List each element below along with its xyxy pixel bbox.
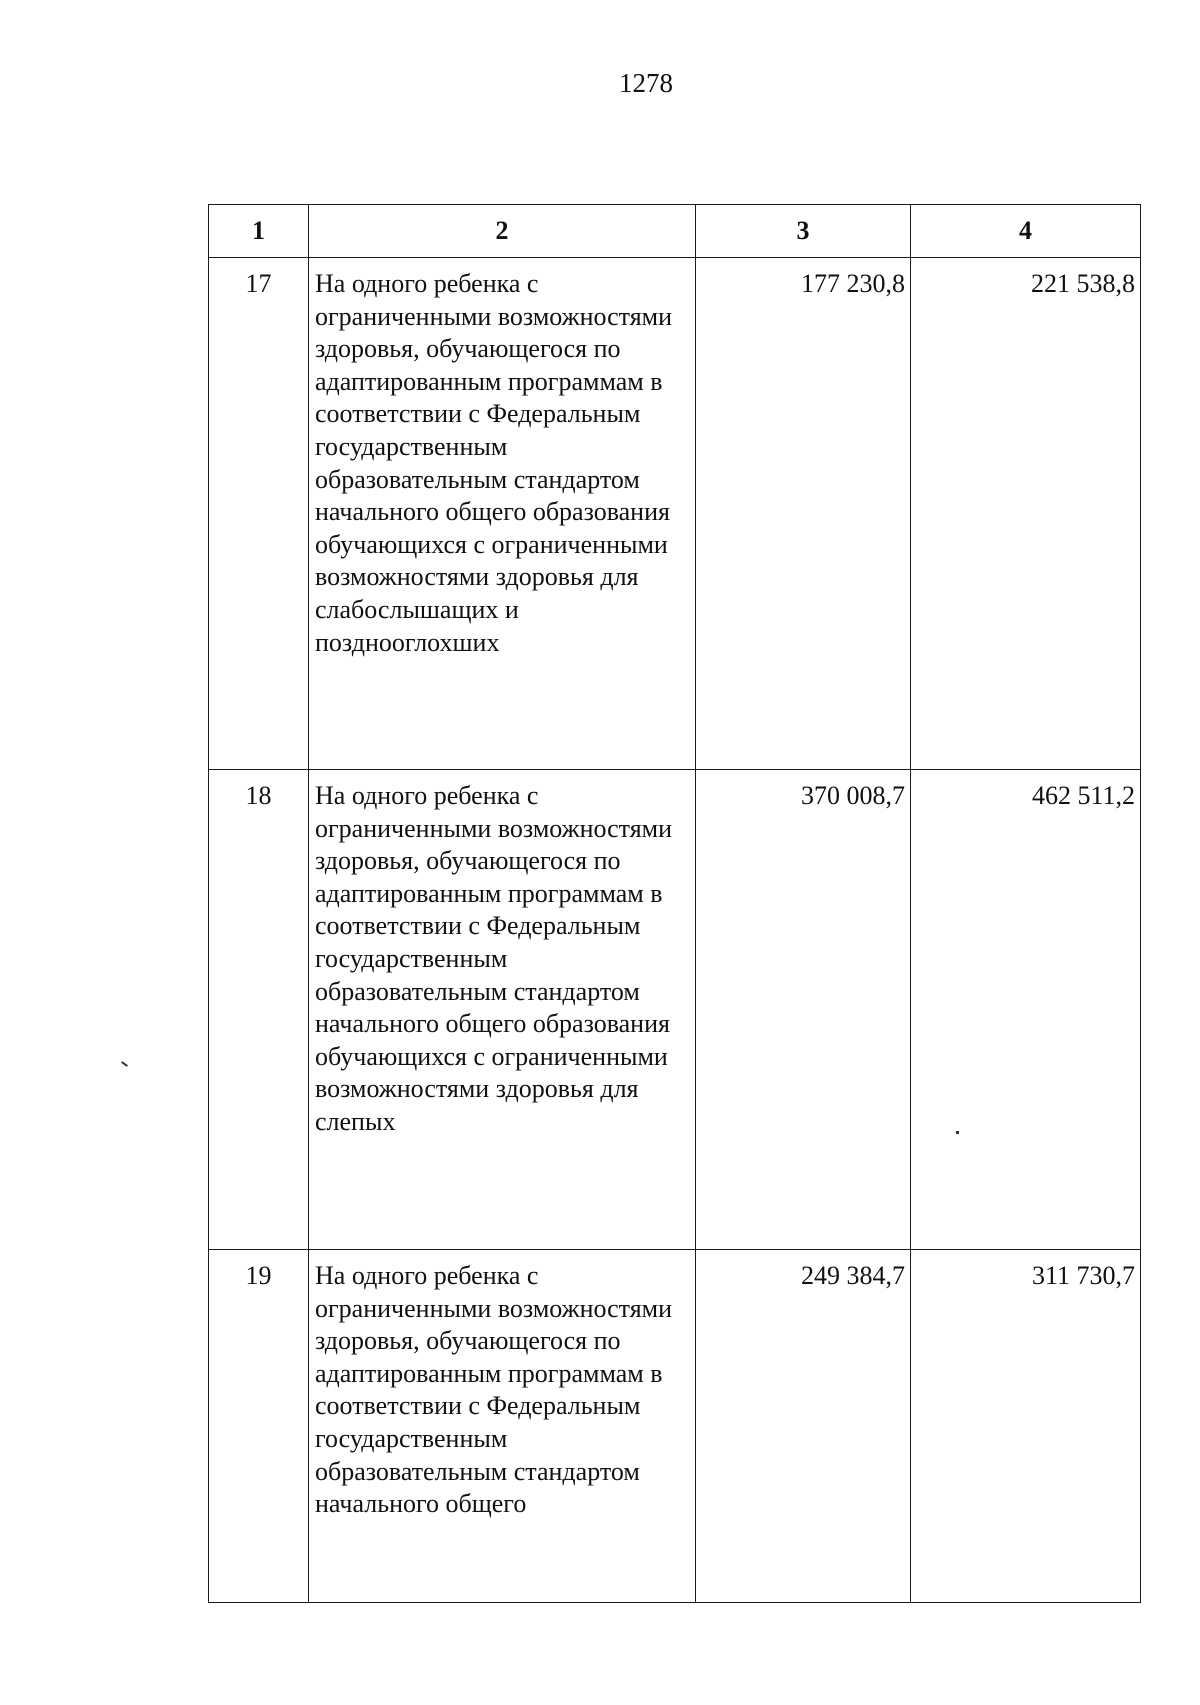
row-description: На одного ребенка с ограниченными возможностями здоровья, обучающегося по адаптированным программам в соответствии с Федеральным государственным образовательным стандартом начального общего образования обучающихся с ограниченными возможностями здоровья для слабослышащих и позднооглохших: [309, 258, 696, 770]
scan-speck: [121, 1061, 128, 1067]
row-description: На одного ребенка с ограниченными возможностями здоровья, обучающегося по адаптированным программам в соответствии с Федеральным государственным образовательным стандартом начального общего: [309, 1250, 696, 1603]
column-header-1: 1: [209, 205, 309, 258]
table-row: [209, 770, 1141, 1250]
scan-speck: [956, 1131, 959, 1134]
row-number: 18: [209, 770, 309, 1250]
column-header-3: 3: [696, 205, 911, 258]
table-row: [209, 1250, 1141, 1603]
data-table: [208, 204, 1141, 1603]
row-value-col4: 221 538,8: [911, 258, 1141, 770]
row-value-col4: 311 730,7: [911, 1250, 1141, 1603]
row-value-col4: 462 511,2: [911, 770, 1141, 1250]
row-number: 17: [209, 258, 309, 770]
column-header-2: 2: [309, 205, 696, 258]
row-number: 19: [209, 1250, 309, 1603]
row-value-col3: 370 008,7: [696, 770, 911, 1250]
page-number: 1278: [619, 68, 673, 98]
table-row: [209, 258, 1141, 770]
row-value-col3: 177 230,8: [696, 258, 911, 770]
row-description: На одного ребенка с ограниченными возможностями здоровья, обучающегося по адаптированным программам в соответствии с Федеральным государственным образовательным стандартом начального общего образования обучающихся с ограниченными возможностями здоровья для слепых: [309, 770, 696, 1250]
row-value-col3: 249 384,7: [696, 1250, 911, 1603]
table-header-row: [209, 205, 1141, 258]
column-header-4: 4: [911, 205, 1141, 258]
